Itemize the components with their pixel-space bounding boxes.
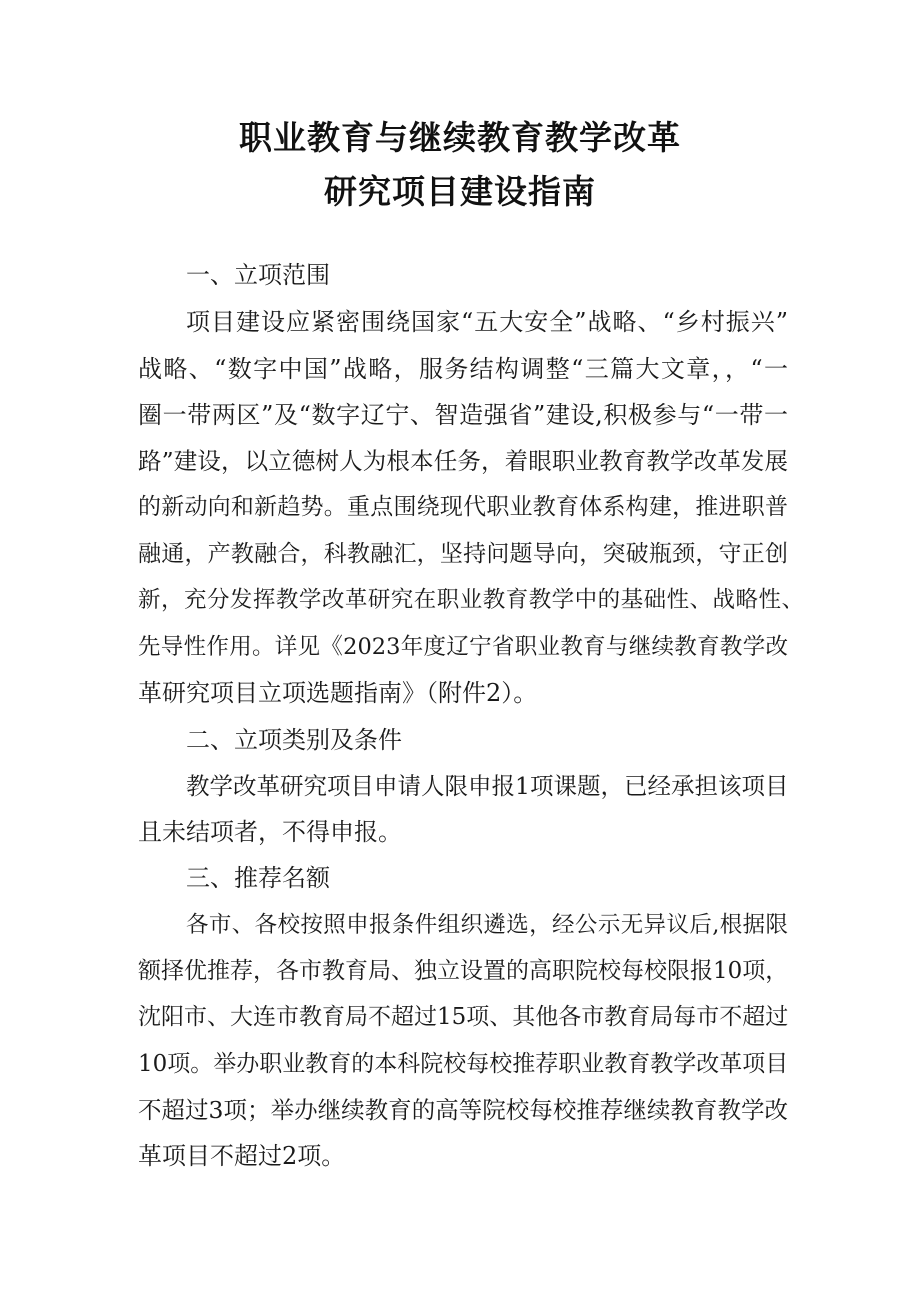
section-1-line: 路”建设，以立德树人为根本任务，着眼职业教育教学改革发展 — [138, 447, 788, 475]
section-2-line: 且未结项者，不得申报。 — [138, 818, 402, 846]
section-1-line: 新，充分发挥教学改革研究在职业教育教学中的基础性、战略性、 — [138, 587, 804, 613]
section-3-line: 额择优推荐，各市教育局、独立设置的高职院校每校限报10项， — [138, 958, 789, 984]
section-2-heading: 二、立项类别及条件 — [186, 726, 402, 754]
section-3-line: 各市、各校按照申报条件组织遴选，经公示无异议后,根据限 — [186, 912, 788, 938]
section-3-line: 不超过3项；举办继续教育的高等院校每校推荐继续教育教学改 — [138, 1096, 788, 1124]
section-1-line: 融通，产教融合，科教融汇，坚持问题导向，突破瓶颈，守正创 — [138, 541, 788, 567]
section-1-line: 革研究项目立项选题指南》（附件2）。 — [138, 679, 538, 707]
section-1-heading: 一、立项范围 — [186, 261, 330, 289]
section-2-line: 教学改革研究项目申请人限申报1项课题，已经承担该项目 — [186, 772, 789, 800]
section-3-line: 10项。举办职业教育的本科院校每校推荐职业教育教学改革项目 — [138, 1051, 789, 1077]
section-1-line: 先导性作用。详见《2023年度辽宁省职业教育与继续教育教学改 — [138, 634, 788, 660]
section-1-line: 项目建设应紧密围绕国家“五大安全”战略、“乡村振兴” — [186, 308, 788, 336]
section-1-line: 的新动向和新趋势。重点围绕现代职业教育体系构建，推进职普 — [138, 494, 788, 520]
section-1-line: 战略、“数字中国”战略，服务结构调整“三篇大文章，，“一 — [138, 355, 788, 383]
section-3-line: 革项目不超过2项。 — [138, 1142, 346, 1170]
section-3-line: 沈阳市、大连市教育局不超过15项、其他各市教育局每市不超过 — [138, 1004, 789, 1030]
section-1-line: 圈一带两区”及“数字辽宁、智造强省”建设,积极参与“一带一 — [138, 401, 788, 429]
document-title-line-1: 职业教育与继续教育教学改革 — [239, 118, 681, 157]
section-3-heading: 三、推荐名额 — [186, 864, 330, 892]
document-title-line-2: 研究项目建设指南 — [324, 172, 596, 211]
